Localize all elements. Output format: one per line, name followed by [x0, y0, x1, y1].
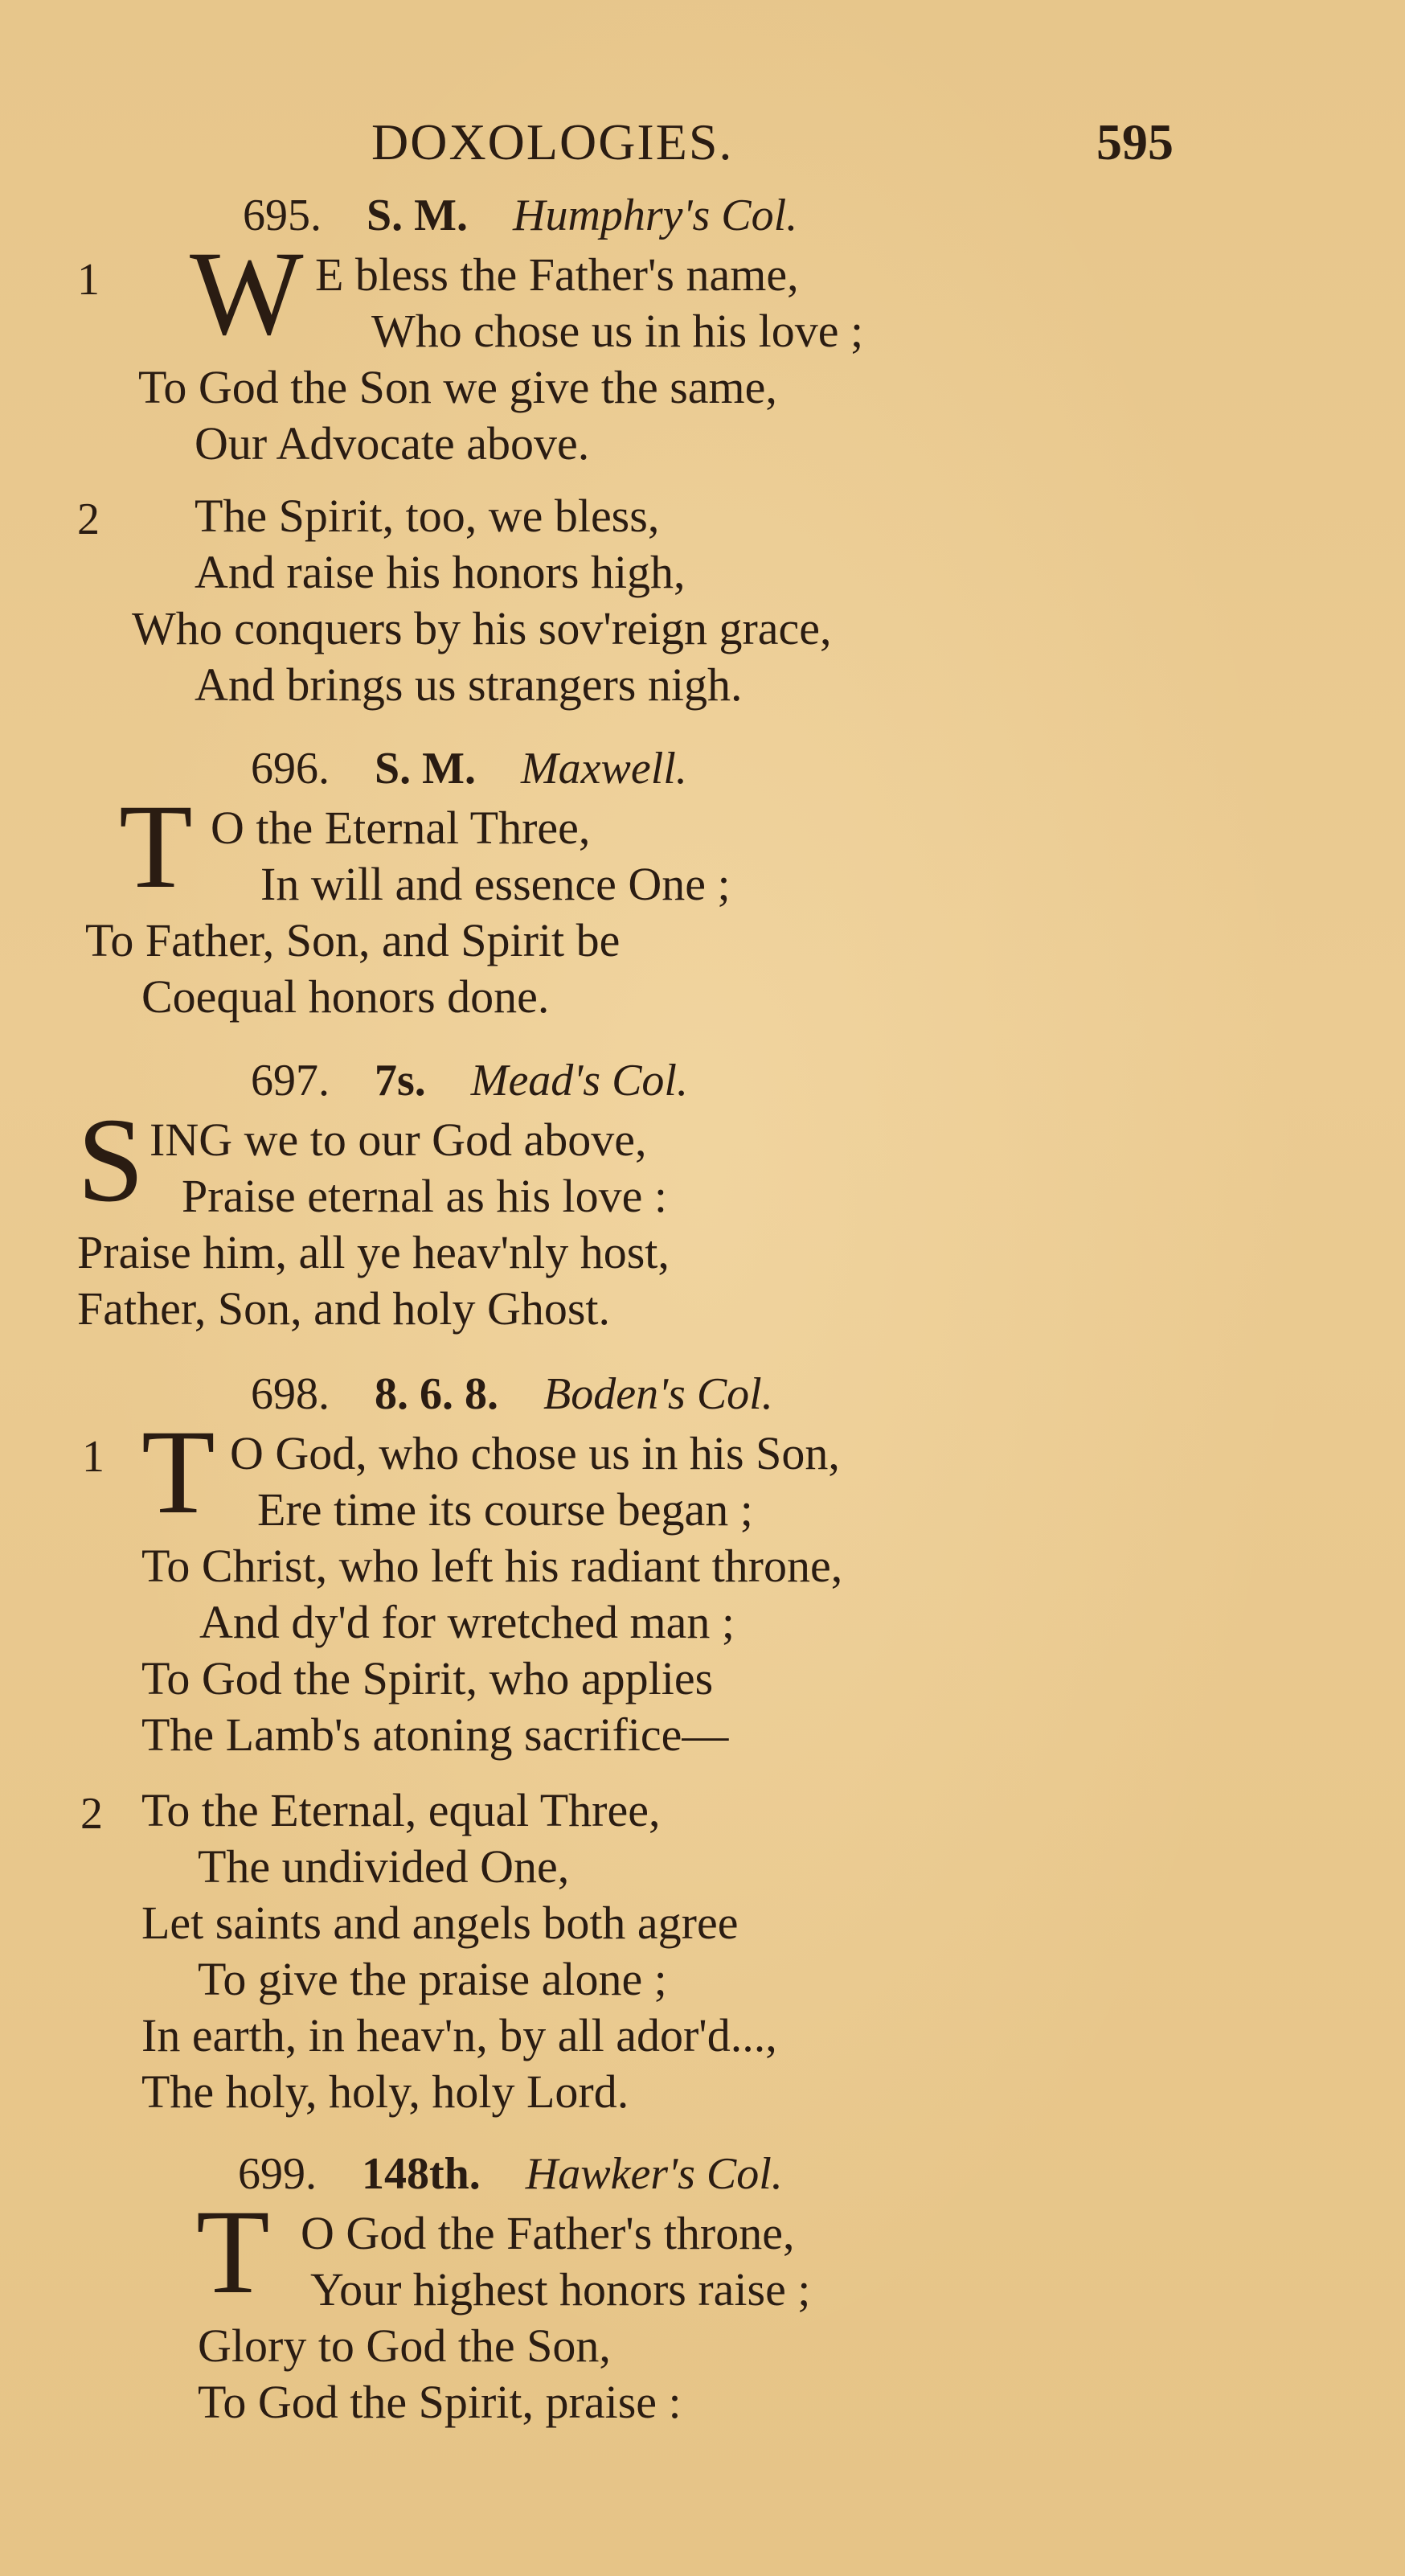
- hymn-number: 696.: [251, 744, 330, 794]
- verse-line: Your highest honors raise ;: [310, 2263, 811, 2316]
- verse-line: To God the Spirit, who applies: [141, 1652, 714, 1704]
- hymn-source: Mead's Col.: [470, 1056, 688, 1105]
- hymn-source: Hawker's Col.: [525, 2149, 783, 2199]
- verse-line: To Father, Son, and Spirit be: [85, 914, 621, 966]
- hymn-source: Boden's Col.: [543, 1369, 773, 1419]
- verse-line: And dy'd for wretched man ;: [199, 1596, 735, 1648]
- hymn-number: 697.: [251, 1056, 330, 1105]
- hymn-number: 699.: [238, 2149, 317, 2199]
- verse-line: Our Advocate above.: [195, 417, 590, 470]
- verse-line: The holy, holy, holy Lord.: [141, 2065, 629, 2118]
- hymn-meter: S. M.: [375, 744, 476, 794]
- verse-line: To God the Spirit, praise :: [198, 2376, 682, 2428]
- verse-line: Let saints and angels both agree: [141, 1897, 739, 1949]
- verse-line: O God the Father's throne,: [301, 2207, 795, 2259]
- drop-cap: T: [141, 1405, 215, 1539]
- hymn-number: 695.: [243, 191, 322, 240]
- verse-number: 1: [82, 1432, 104, 1482]
- hymn-meter: S. M.: [367, 191, 468, 240]
- verse-line: Who chose us in his love ;: [371, 305, 864, 357]
- drop-cap: S: [77, 1093, 145, 1227]
- verse-number: 1: [77, 255, 100, 305]
- verse-line: And brings us strangers nigh.: [195, 658, 743, 711]
- hymn-header-699: [238, 2148, 783, 2200]
- verse-line: And raise his honors high,: [195, 546, 686, 598]
- verse-line: To give the praise alone ;: [198, 1953, 667, 2005]
- verse-line: To Christ, who left his radiant throne,: [141, 1540, 843, 1592]
- verse-line: Praise eternal as his love :: [182, 1170, 667, 1222]
- verse-line: E bless the Father's name,: [315, 248, 799, 301]
- verse-line: Coequal honors done.: [141, 970, 550, 1023]
- verse-line: The Spirit, too, we bless,: [195, 490, 660, 542]
- drop-cap: T: [119, 780, 193, 913]
- verse-line: ING we to our God above,: [150, 1114, 647, 1166]
- verse-line: In will and essence One ;: [260, 858, 731, 910]
- hymn-header-696: [251, 743, 687, 794]
- verse-line: The undivided One,: [198, 1840, 570, 1893]
- verse-line: Praise him, all ye heav'nly host,: [77, 1226, 670, 1278]
- verse-line: To God the Son we give the same,: [138, 361, 777, 413]
- hymn-source: Humphry's Col.: [513, 191, 798, 240]
- hymn-number: 698.: [251, 1369, 330, 1419]
- verse-line: O God, who chose us in his Son,: [230, 1427, 840, 1479]
- verse-line: Who conquers by his sov'reign grace,: [132, 602, 832, 654]
- verse-line: Father, Son, and holy Ghost.: [77, 1282, 611, 1335]
- hymn-meter: 8. 6. 8.: [375, 1369, 498, 1419]
- verse-line: Glory to God the Son,: [198, 2320, 611, 2372]
- page-number: 595: [1096, 113, 1174, 170]
- verse-line: Ere time its course began ;: [257, 1483, 753, 1536]
- verse-number: 2: [77, 494, 100, 544]
- hymn-source: Maxwell.: [521, 744, 687, 794]
- hymn-meter: 7s.: [375, 1056, 426, 1105]
- drop-cap: W: [190, 227, 304, 360]
- hymn-header-697: [251, 1055, 688, 1106]
- hymn-header-695: [243, 190, 797, 241]
- verse-number: 2: [80, 1789, 103, 1839]
- verse-line: In earth, in heav'n, by all ador'd...,: [141, 2009, 777, 2061]
- verse-line: The Lamb's atoning sacrifice—: [141, 1708, 729, 1761]
- verse-line: To the Eternal, equal Three,: [141, 1784, 661, 1836]
- hymn-meter: 148th.: [362, 2149, 481, 2199]
- hymn-header-698: [251, 1368, 773, 1420]
- running-head: DOXOLOGIES.: [371, 113, 734, 170]
- drop-cap: T: [196, 2185, 270, 2319]
- verse-line: O the Eternal Three,: [211, 802, 591, 854]
